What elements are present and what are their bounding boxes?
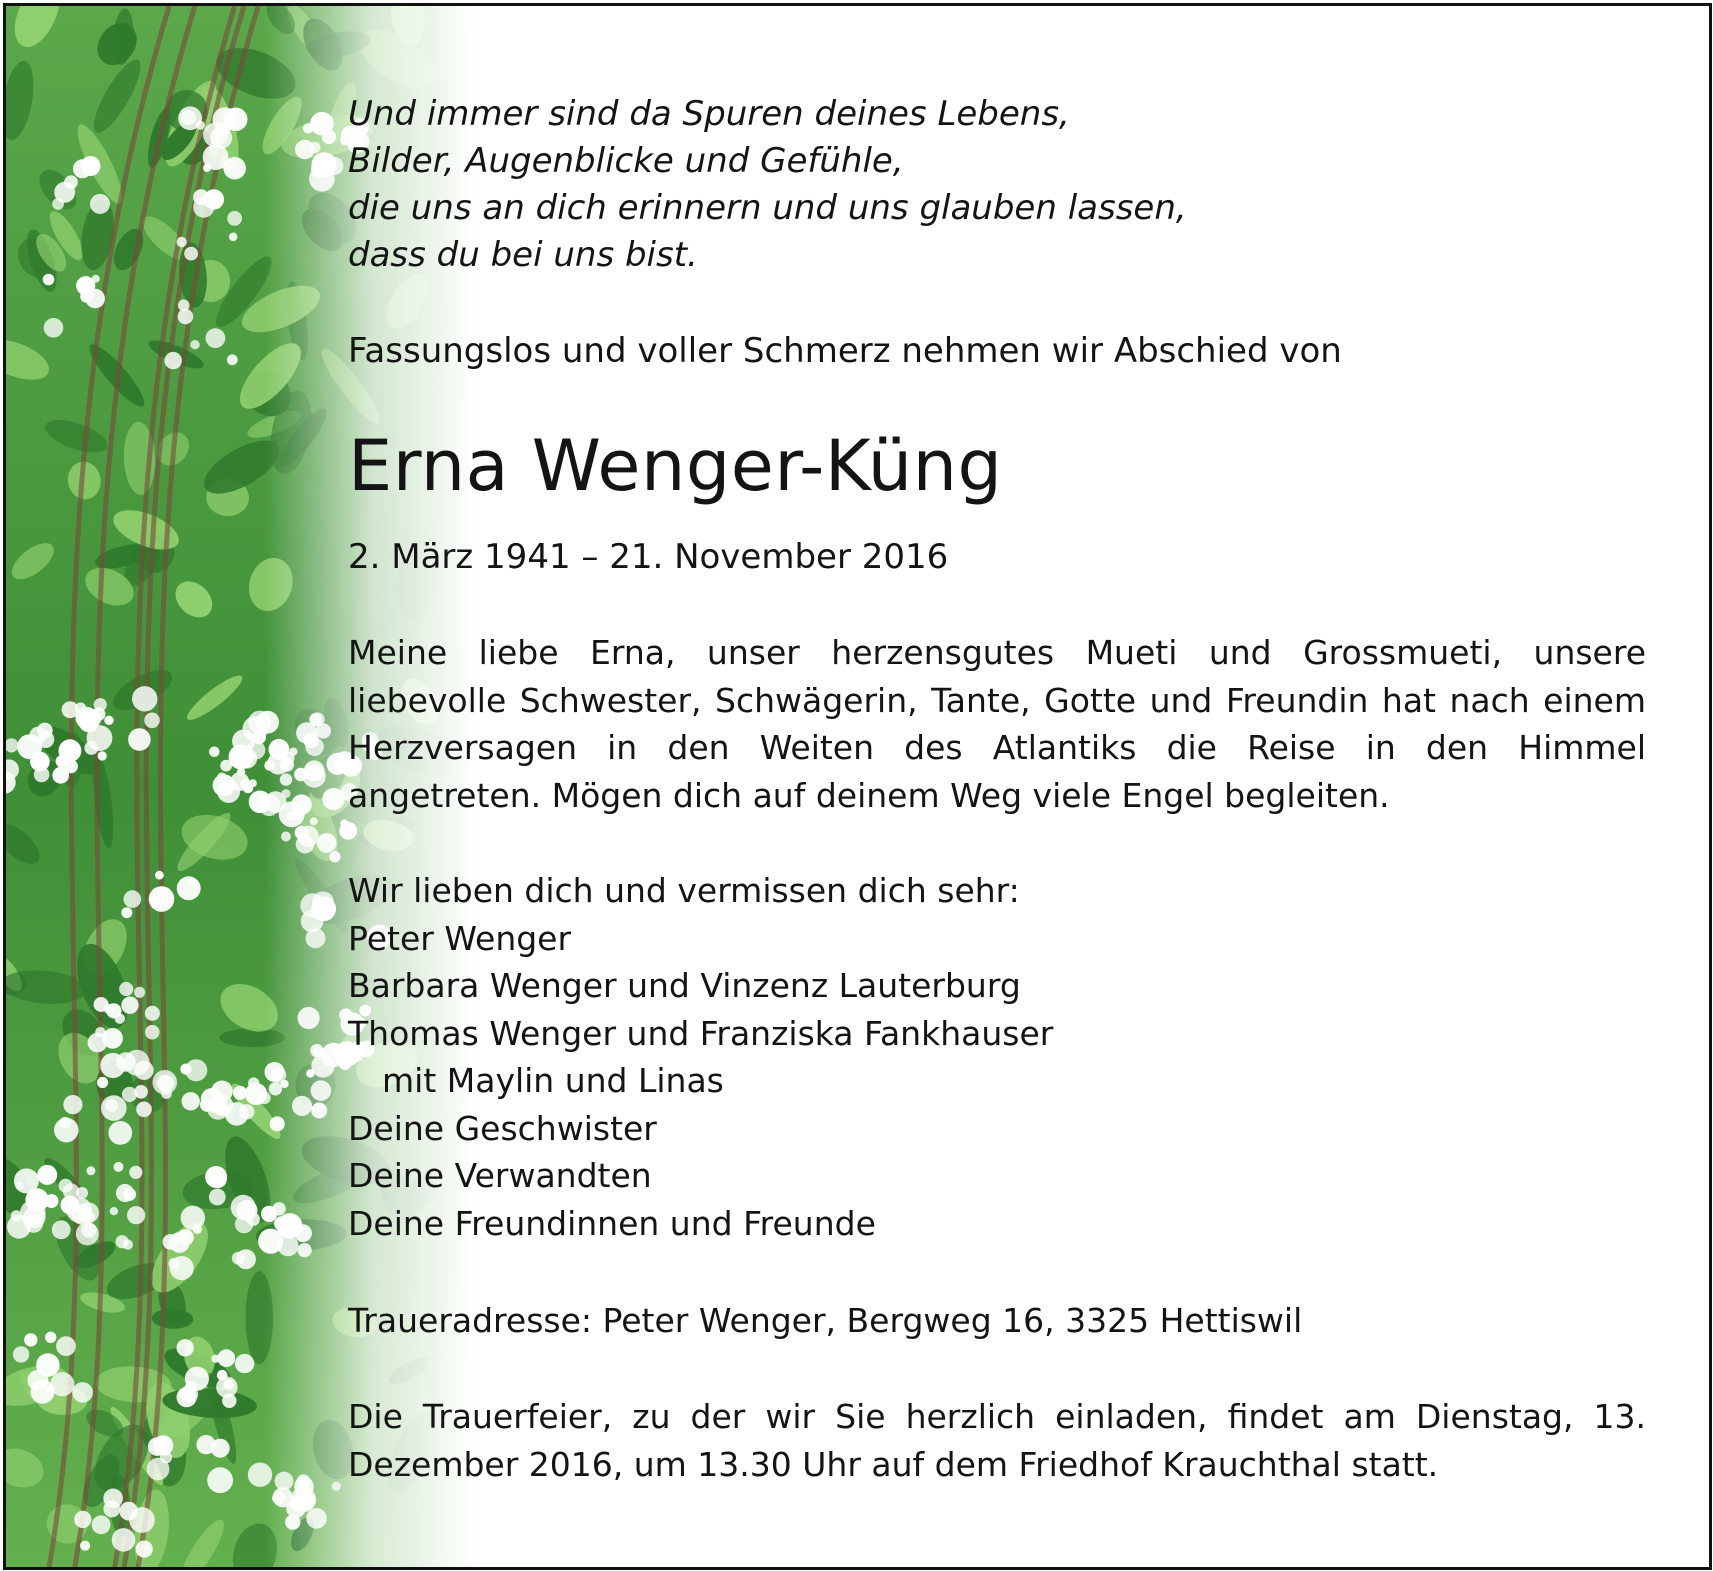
mourning-address: Traueradresse: Peter Wenger, Bergweg 16, 3325 Hettiswil: [348, 1301, 1303, 1340]
memorial-poem: [348, 91, 1348, 279]
mourner-name: Barbara Wenger und Vinzenz Lauterburg: [348, 966, 1021, 1005]
mourner-name: Thomas Wenger und Franziska Fankhauser: [348, 1013, 1054, 1053]
life-dates: 2. März 1941 – 21. November 2016: [348, 537, 949, 577]
mourners-list: [348, 867, 1053, 1247]
mourners-heading: Wir lieben dich und vermissen dich sehr:: [348, 871, 1020, 910]
mourner-name: Deine Verwandten: [348, 1156, 652, 1195]
farewell-message: Meine liebe Erna, unser herzensgutes Mueti und Grossmueti, unsere liebevolle Schwester, Schwägerin, Tante, Gotte und Freundin hat nach einem Herzversagen in den Weiten des Atlantiks die Reise in den Himmel angetreten. Mögen dich auf deinem Weg viele Engel begleiten.: [348, 633, 1646, 815]
obituary-card: [3, 3, 1712, 1570]
mourner-name: mit Maylin und Linas: [382, 1061, 724, 1100]
deceased-name: Erna Wenger-Küng: [348, 425, 1003, 507]
poem-line: dass du bei uns bist.: [348, 235, 698, 275]
poem-line: Bilder, Augenblicke und Gefühle,: [348, 141, 904, 181]
mourner-name: Deine Geschwister: [348, 1108, 657, 1148]
poem-line: die uns an dich erinnern und uns glauben lassen,: [348, 188, 1187, 228]
mourner-name: Peter Wenger: [348, 918, 572, 958]
farewell-intro: Fassungslos und voller Schmerz nehmen wir Abschied von: [348, 331, 1342, 371]
mourner-name: Deine Freundinnen und Freunde: [348, 1203, 876, 1243]
funeral-service-info: Die Trauerfeier, zu der wir Sie herzlich einladen, findet am Dienstag, 13. Dezember 2016, um 13.30 Uhr auf dem Friedhof Krauchthal statt.: [348, 1397, 1646, 1484]
poem-line: Und immer sind da Spuren deines Lebens,: [348, 94, 1070, 134]
